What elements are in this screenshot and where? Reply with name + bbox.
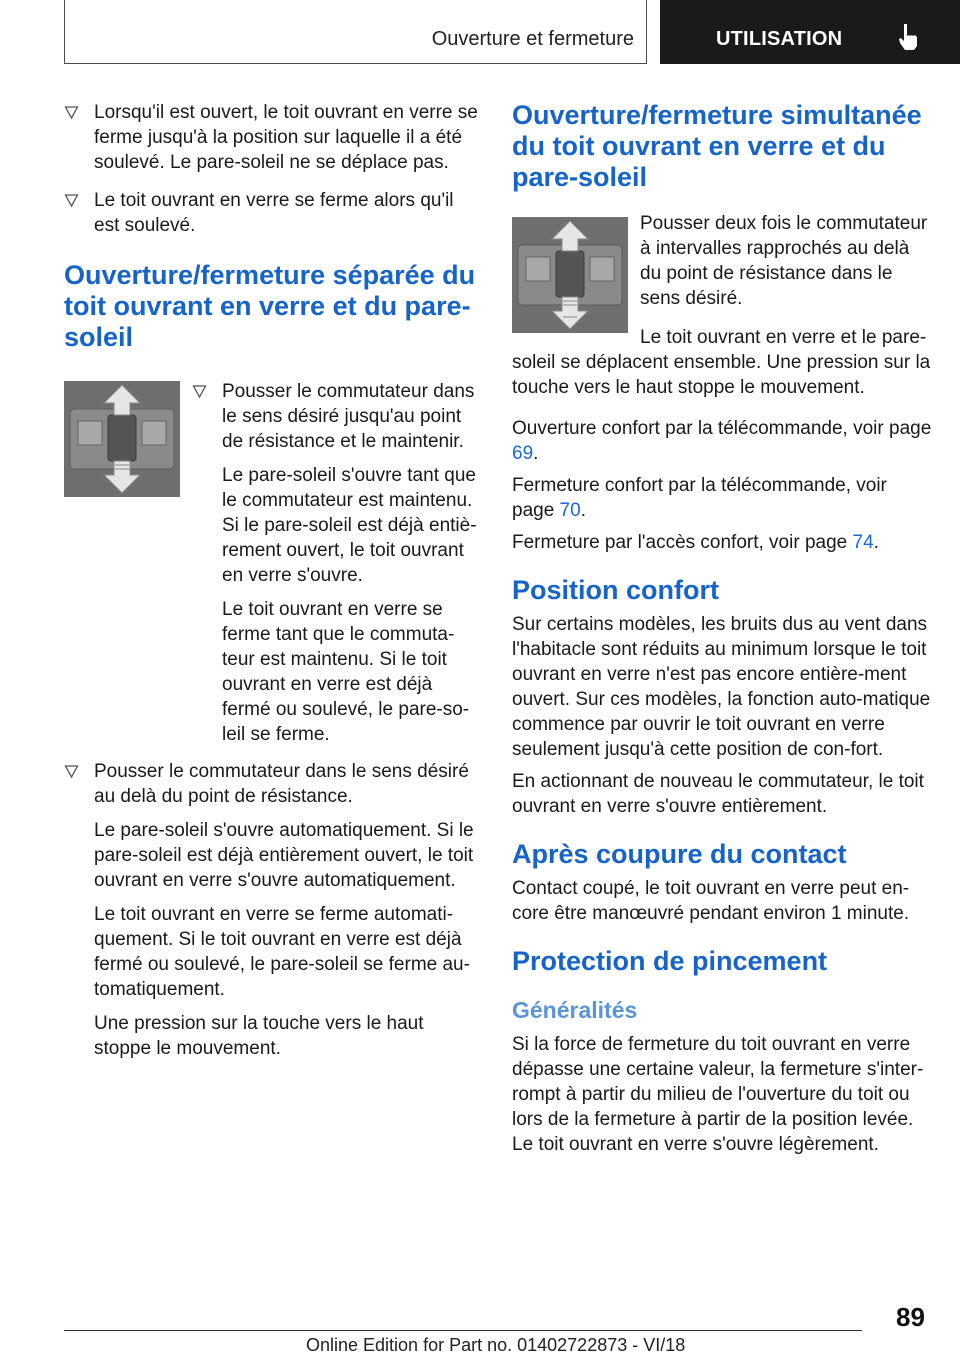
pointing-hand-icon: [896, 22, 922, 52]
section-heading: Protection de pincement: [512, 946, 828, 976]
paragraph: En actionnant de nouveau le commutateur, le toit ouvrant en verre s'ouvre entièrement.: [512, 771, 924, 817]
paragraph: Fermeture par l'accès confort, voir page 74.: [512, 532, 879, 553]
list-item: Le toit ouvrant en verre se ferme alors qu'il est soulevé.: [64, 188, 480, 238]
header-chapter-tab: [64, 0, 647, 64]
paragraph: Le pare-soleil s'ouvre automatiquement. Si le pare-soleil est déjà entièrement ouvert, le toit ouvrant en verre s'ouvre automatiquement.: [94, 820, 474, 891]
section-heading: Après coupure du contact: [512, 839, 847, 869]
paragraph: Pousser deux fois le commutateur à intervalles rapprochés au delà du point de résistance dans le sens désiré.: [640, 213, 928, 309]
triangle-bullet-icon: [64, 764, 79, 779]
chapter-title: Ouverture et fermeture: [431, 28, 634, 50]
page-number: 89: [896, 1302, 925, 1332]
header-section-tab: [660, 0, 960, 64]
list-item: Pousser le commutateur dans le sens désiré jusqu'au point de résistance et le maintenir.: [192, 379, 480, 454]
paragraph: Contact coupé, le toit ouvrant en verre peut en-core être manœuvré pendant environ 1 minute.: [512, 878, 910, 924]
triangle-bullet-icon: [192, 384, 207, 399]
footer-divider: [64, 1330, 862, 1331]
list-item: Pousser le commutateur dans le sens désiré au delà du point de résistance.: [64, 759, 480, 809]
section-title: UTILISATION: [716, 28, 843, 50]
paragraph: Si la force de fermeture du toit ouvrant en verre dépasse une certaine valeur, la fermeture s'inter-rompt à partir du milieu de l'ouverture du toit ou lors de la fermeture à partir de la position levée. Le toit ouvrant en verre s'ouvre légèrement.: [512, 1034, 924, 1155]
page-link-74[interactable]: 74: [852, 532, 874, 553]
page-link-70[interactable]: 70: [559, 500, 581, 521]
switch-illustration: [64, 381, 180, 497]
left-column: [64, 100, 480, 1073]
paragraph: Sur certains modèles, les bruits dus au vent dans l'habitacle sont réduits au minimum lorsque le toit ouvrant en verre n'est pas encore entière-ment ouvert. Sur ces modèles, la fonction auto-matique commence par ouvrir le toit ouvrant en verre seulement jusqu'à cette position de con-fort.: [512, 614, 931, 760]
paragraph: Le toit ouvrant en verre et le pare-soleil se déplacent ensemble. Une pression sur la touche vers le haut stoppe le mouvement.: [512, 327, 931, 398]
paragraph: Fermeture confort par la télécommande, voir page 70.: [512, 475, 887, 521]
switch-illustration: [512, 217, 628, 333]
triangle-bullet-icon: [64, 105, 79, 120]
page-link-69[interactable]: 69: [512, 443, 534, 464]
section-heading: Ouverture/fermeture simultanée du toit ouvrant en verre et du pare-soleil: [512, 100, 922, 192]
triangle-bullet-icon: [64, 193, 79, 208]
paragraph: Ouverture confort par la télécommande, voir page 69.: [512, 418, 932, 464]
right-column: [512, 100, 932, 1169]
footer-edition: Online Edition for Part no. 01402722873 - VI/18: [306, 1335, 686, 1355]
section-heading: Position confort: [512, 575, 719, 605]
section-heading: Ouverture/fermeture séparée du toit ouvrant en verre et du pare-soleil: [64, 260, 476, 352]
subsection-heading: Généralités: [512, 997, 638, 1023]
paragraph: Le toit ouvrant en verre se ferme automati-quement. Si le toit ouvrant en verre est déjà fermé ou soulevé, le pare-soleil se ferme au-tomatiquement.: [94, 904, 470, 1000]
paragraph: Le pare-soleil s'ouvre tant que le commutateur est maintenu. Si le pare-soleil est déjà entiè-rement ouvert, le toit ouvrant en verre s'ouvre.: [222, 465, 477, 586]
list-item: Lorsqu'il est ouvert, le toit ouvrant en verre se ferme jusqu'à la position sur laquelle il a été soulevé. Le pare-soleil ne se déplace pas.: [64, 100, 480, 175]
paragraph: Le toit ouvrant en verre se ferme tant que le commuta-teur est maintenu. Si le toit ouvrant en verre est déjà fermé ou soulevé, le pare-so-leil se ferme.: [222, 599, 470, 745]
paragraph: Une pression sur la touche vers le haut stoppe le mouvement.: [94, 1013, 424, 1059]
